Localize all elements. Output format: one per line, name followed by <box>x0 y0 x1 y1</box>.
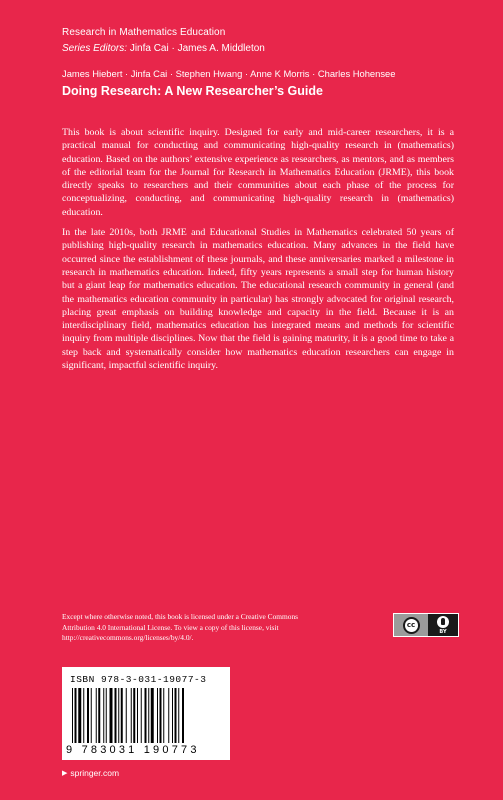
publisher-url: springer.com <box>70 768 120 778</box>
cc-circle-icon: cc <box>403 617 420 634</box>
attribution-icon <box>428 614 458 636</box>
isbn-barcode <box>62 667 230 760</box>
publisher-link[interactable] <box>62 768 119 778</box>
series-title: Research in Mathematics Education <box>62 27 226 38</box>
by-label: BY <box>439 628 447 635</box>
license-notice: Except where otherwise noted, this book is licensed under a Creative Commons Attribution 4.0 International License. To view a copy of this license, visit http://creativecommons.org/licenses/by/4.0/. <box>62 612 299 642</box>
series-editors-names: Jinfa Cai · James A. Middleton <box>129 43 265 54</box>
barcode-bars-icon <box>72 688 222 743</box>
cc-by-license-badge <box>393 613 459 637</box>
person-icon <box>437 616 449 628</box>
series-editors <box>62 43 265 54</box>
blurb-paragraph-2: In the late 2010s, both JRME and Educational Studies in Mathematics celebrated 50 years of publishing high-quality research in mathematics education. Many advances in the field have occurred since the establishment of these journals, and these anniversaries marked a milestone in research in mathematics education. Indeed, fifty years represents a small step for human history but a giant leap for mathematics education. The educational research community in general (and the mathematics education community in particular) has strongly advocated for original research, placing great emphasis on building knowledge and capacity in the field. Because it is an interdisciplinary field, mathematics education has integrated means and methods for scientific inquiry from multiple disciplines. Now that the field is gaining maturity, it is a good time to take a step back and systematically consider how mathematics education researchers can engage in significant, impactful scientific inquiry. <box>62 227 454 372</box>
series-editors-label: Series Editors: <box>62 43 128 54</box>
back-cover-blurb <box>62 126 454 379</box>
blurb-paragraph-1: This book is about scientific inquiry. Designed for early and mid-career researchers, it is a practical manual for conducting and communicating high-quality research in (mathematics) education. Based on the authors’ extensive experience as researchers, as mentors, and as members of the editorial team for the Journal for Research in Mathematics Education (JRME), this book directly speaks to researchers and their communities about each phase of the process for conceptualizing, conducting, and communicating high-quality research in (mathematics) education. <box>62 127 454 218</box>
cc-logo-icon <box>394 614 428 636</box>
barcode-digits: 9 783031 190773 <box>66 744 200 756</box>
arrow-right-icon: ▶ <box>62 770 68 777</box>
book-authors: James Hiebert · Jinfa Cai · Stephen Hwang · Anne K Morris · Charles Hohensee <box>62 68 396 79</box>
isbn-number: ISBN 978-3-031-19077-3 <box>70 674 207 685</box>
book-title: Doing Research: A New Researcher’s Guide <box>62 84 323 98</box>
